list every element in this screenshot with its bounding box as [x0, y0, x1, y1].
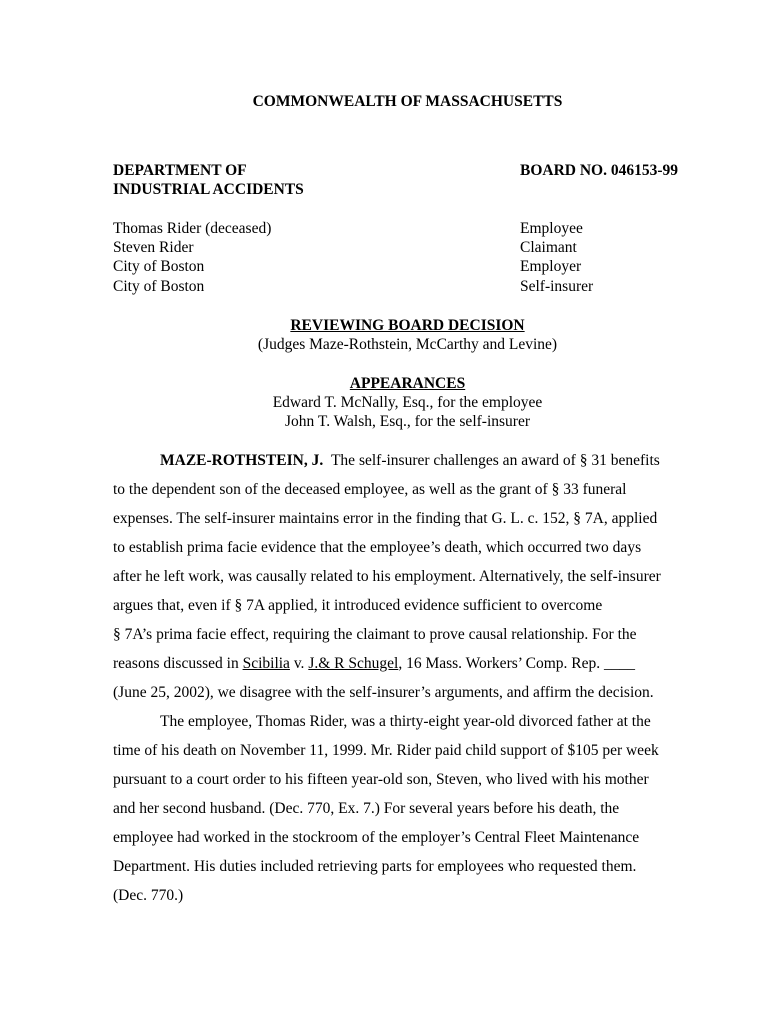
body-line: after he left work, was causally related to his employment. Alternatively, the self-insurer	[113, 568, 661, 585]
body-text: The self-insurer challenges an award of § 31 benefits	[330, 452, 660, 469]
party-role: Employer	[520, 258, 582, 275]
commonwealth-heading: COMMONWEALTH OF MASSACHUSETTS	[252, 93, 563, 110]
body-text: , 16 Mass. Workers’ Comp. Rep. ____	[398, 655, 636, 672]
body-line: employee had worked in the stockroom of the employer’s Central Fleet Maintenance	[113, 829, 640, 846]
party-name: City of Boston	[113, 258, 205, 275]
party-role: Claimant	[520, 239, 577, 256]
body-line: expenses. The self-insurer maintains error in the finding that G. L. c. 152, § 7A, applied	[113, 510, 658, 527]
appearances-title: APPEARANCES	[349, 375, 466, 392]
body-line: (Dec. 770.)	[113, 887, 184, 904]
party-name: Steven Rider	[113, 239, 194, 256]
body-line: § 7A’s prima facie effect, requiring the claimant to prove causal relationship. For the	[113, 626, 637, 643]
body-line	[160, 452, 660, 470]
body-line: time of his death on November 11, 1999. Mr. Rider paid child support of $105 per week	[113, 742, 659, 759]
author-name: MAZE-ROTHSTEIN, J.	[160, 452, 324, 469]
body-text: reasons discussed in	[113, 655, 243, 672]
party-name: City of Boston	[113, 278, 205, 295]
case-name: J.& R Schugel	[308, 655, 399, 672]
body-text: v.	[289, 655, 309, 672]
body-line: to establish prima facie evidence that the employee’s death, which occurred two days	[113, 539, 642, 556]
case-name: Scibilia	[242, 655, 290, 672]
body-line: argues that, even if § 7A applied, it introduced evidence sufficient to overcome	[113, 597, 603, 614]
body-line: Department. His duties included retrieving parts for employees who requested them.	[113, 858, 637, 875]
party-role: Employee	[520, 220, 583, 237]
department-line-1: DEPARTMENT OF	[113, 162, 247, 179]
party-role: Self-insurer	[520, 278, 594, 295]
body-line: and her second husband. (Dec. 770, Ex. 7.) For several years before his death, the	[113, 800, 620, 817]
body-line: pursuant to a court order to his fifteen year-old son, Steven, who lived with his mother	[113, 771, 649, 788]
body-line: (June 25, 2002), we disagree with the self-insurer’s arguments, and affirm the decision.	[113, 684, 654, 701]
appearance-line: John T. Walsh, Esq., for the self-insurer	[285, 413, 530, 430]
decision-title: REVIEWING BOARD DECISION	[290, 317, 525, 334]
body-line: The employee, Thomas Rider, was a thirty-eight year-old divorced father at the	[160, 713, 651, 730]
citation-line	[113, 655, 635, 673]
body-line: to the dependent son of the deceased employee, as well as the grant of § 33 funeral	[113, 481, 627, 498]
board-number: BOARD NO. 046153-99	[520, 162, 679, 179]
decision-judges: (Judges Maze-Rothstein, McCarthy and Levine)	[257, 336, 558, 353]
department-line-2: INDUSTRIAL ACCIDENTS	[113, 181, 304, 198]
appearance-line: Edward T. McNally, Esq., for the employee	[272, 394, 543, 411]
party-name: Thomas Rider (deceased)	[113, 220, 272, 237]
